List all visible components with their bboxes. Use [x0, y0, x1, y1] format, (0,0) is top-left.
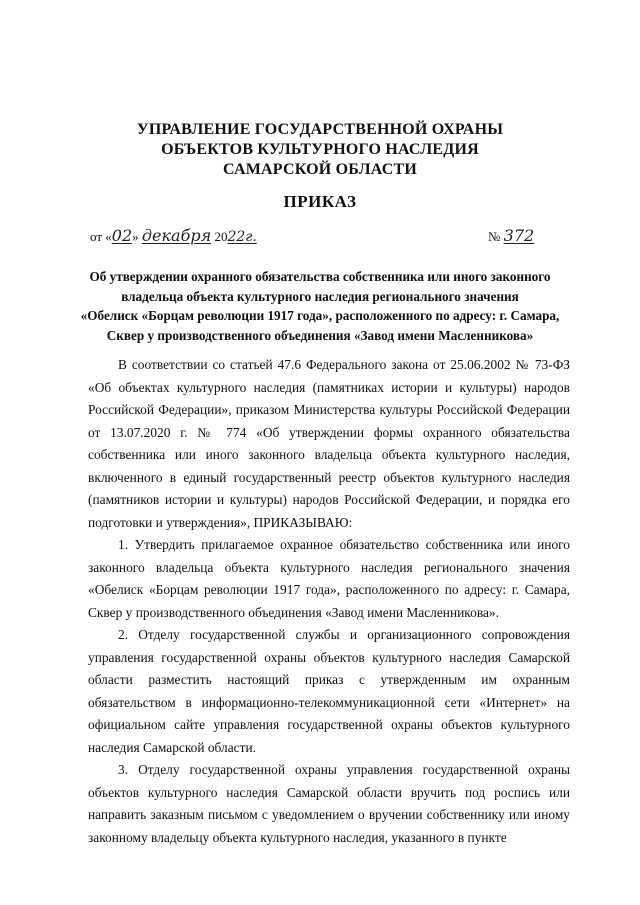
date-separator: » — [132, 229, 139, 244]
date-prefix: от « — [90, 229, 112, 244]
order-number-line — [488, 226, 534, 245]
date-month-handwritten: декабря — [141, 226, 212, 245]
org-name-line-1: УПРАВЛЕНИЕ ГОСУДАРСТВЕННОЙ ОХРАНЫ — [136, 121, 504, 138]
document-title: ПРИКАЗ — [283, 192, 357, 211]
clause-1: 1. Утвердить прилагаемое охранное обязательство собственника или иного законного владельца объекта культурного наследия регионального значения «Обелиск «Борцам революции 1917 года», расположенного по адресу: г. Самара, Сквер у производственного объединения «Завод имени Масленникова». — [88, 537, 570, 620]
order-number-handwritten: 372 — [503, 226, 535, 245]
date-year-handwritten: 22г. — [227, 229, 257, 245]
number-sign: № — [488, 229, 501, 244]
date-year-prefix: 20 — [214, 229, 228, 244]
clause-3: 3. Отделу государственной охраны управления государственной охраны объектов культурного наследия Самарской области вручить под роспись или направить заказным письмом с уведомлением о вручении собственнику или иному законному владельцу объекта культурного наследия, указанного в пункте — [88, 762, 570, 845]
org-name-line-3: САМАРСКОЙ ОБЛАСТИ — [223, 161, 417, 178]
date-line — [90, 226, 257, 245]
subject-line-3: «Обелиск «Борцам революции 1917 года», расположенного по адресу: г. Самара, — [80, 308, 560, 323]
clause-2: 2. Отделу государственной службы и организационного сопровождения управления государственной охраны объектов культурного наследия Самарской области разместить настоящий приказ с утвержденным им охранным обязательством в информационно-телекоммуникационной сети «Интернет» на официальном сайте управления государственной охраны объектов культурного наследия Самарской области. — [88, 627, 570, 755]
order-body — [88, 354, 570, 849]
date-day-handwritten: 02 — [111, 226, 133, 245]
preamble-paragraph: В соответствии со статьей 47.6 Федерального закона от 25.06.2002 № 73-ФЗ «Об объектах культурного наследия (памятниках истории и культуры) народов Российской Федерации», приказом Министерства культуры Российской Федерации от 13.07.2020 г. № 774 «Об утверждении формы охранного обязательства собственника или иного законного владельца объекта культурного наследия, включенного в единый государственный реестр объектов культурного наследия (памятников истории и культуры) народов Российской Федерации, и порядка его подготовки и утверждения», ПРИКАЗЫВАЮ: — [88, 357, 570, 530]
order-subject — [60, 267, 580, 345]
subject-line-2: владельца объекта культурного наследия регионального значения — [121, 288, 519, 304]
org-name-line-2: ОБЪЕКТОВ КУЛЬТУРНОГО НАСЛЕДИЯ — [161, 141, 479, 158]
subject-line-1: Об утверждении охранного обязательства собственника или иного законного — [89, 269, 551, 284]
subject-line-4: Сквер у производственного объединения «Завод имени Масленникова» — [106, 327, 534, 343]
